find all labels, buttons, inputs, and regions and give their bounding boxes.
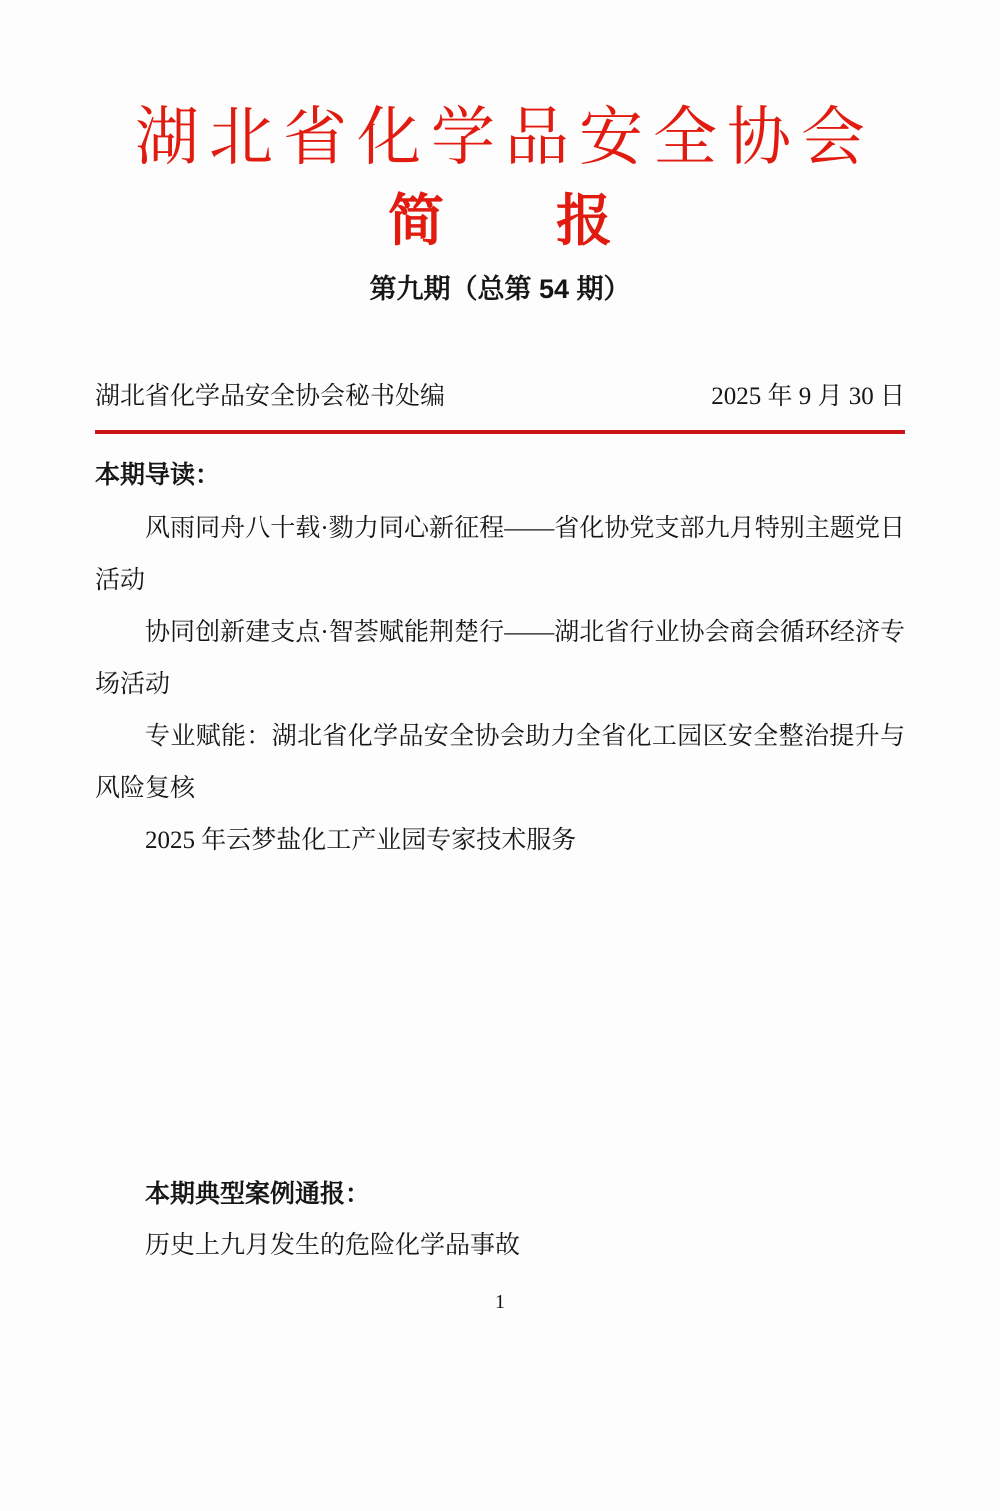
toc-heading: 本期导读：: [95, 461, 221, 489]
toc-section: [95, 460, 905, 867]
case-report-item: 历史上九月发生的危险化学品事故: [145, 1232, 521, 1259]
issue-date: 2025 年 9 月 30 日: [711, 383, 905, 410]
document-page: [0, 98, 1000, 1314]
toc-list: [95, 503, 905, 867]
issue-line: 第九期（总第 54 期）: [369, 274, 631, 304]
org-title: 湖北省化学品安全协会: [135, 102, 875, 173]
red-divider: [95, 430, 905, 434]
editor-credit: 湖北省化学品安全协会秘书处编: [95, 383, 446, 410]
toc-item-1: 风雨同舟八十载·勠力同心新征程——省化协党支部九月特别主题党日活动: [95, 515, 905, 594]
case-report-heading: 本期典型案例通报：: [145, 1180, 371, 1208]
masthead: [95, 98, 905, 306]
page-footer: [95, 1290, 905, 1314]
bulletin-title: 简 报: [388, 191, 612, 253]
page-number: 1: [495, 1291, 505, 1313]
toc-item-3: 专业赋能：湖北省化学品安全协会助力全省化工园区安全整治提升与风险复核: [95, 723, 905, 802]
toc-item-2: 协同创新建支点·智荟赋能荆楚行——湖北省行业协会商会循环经济专场活动: [95, 619, 905, 698]
toc-item-4: 2025 年云梦盐化工产业园专家技术服务: [145, 827, 577, 854]
case-report-section: [95, 1178, 905, 1262]
dateline-row: [95, 382, 905, 412]
